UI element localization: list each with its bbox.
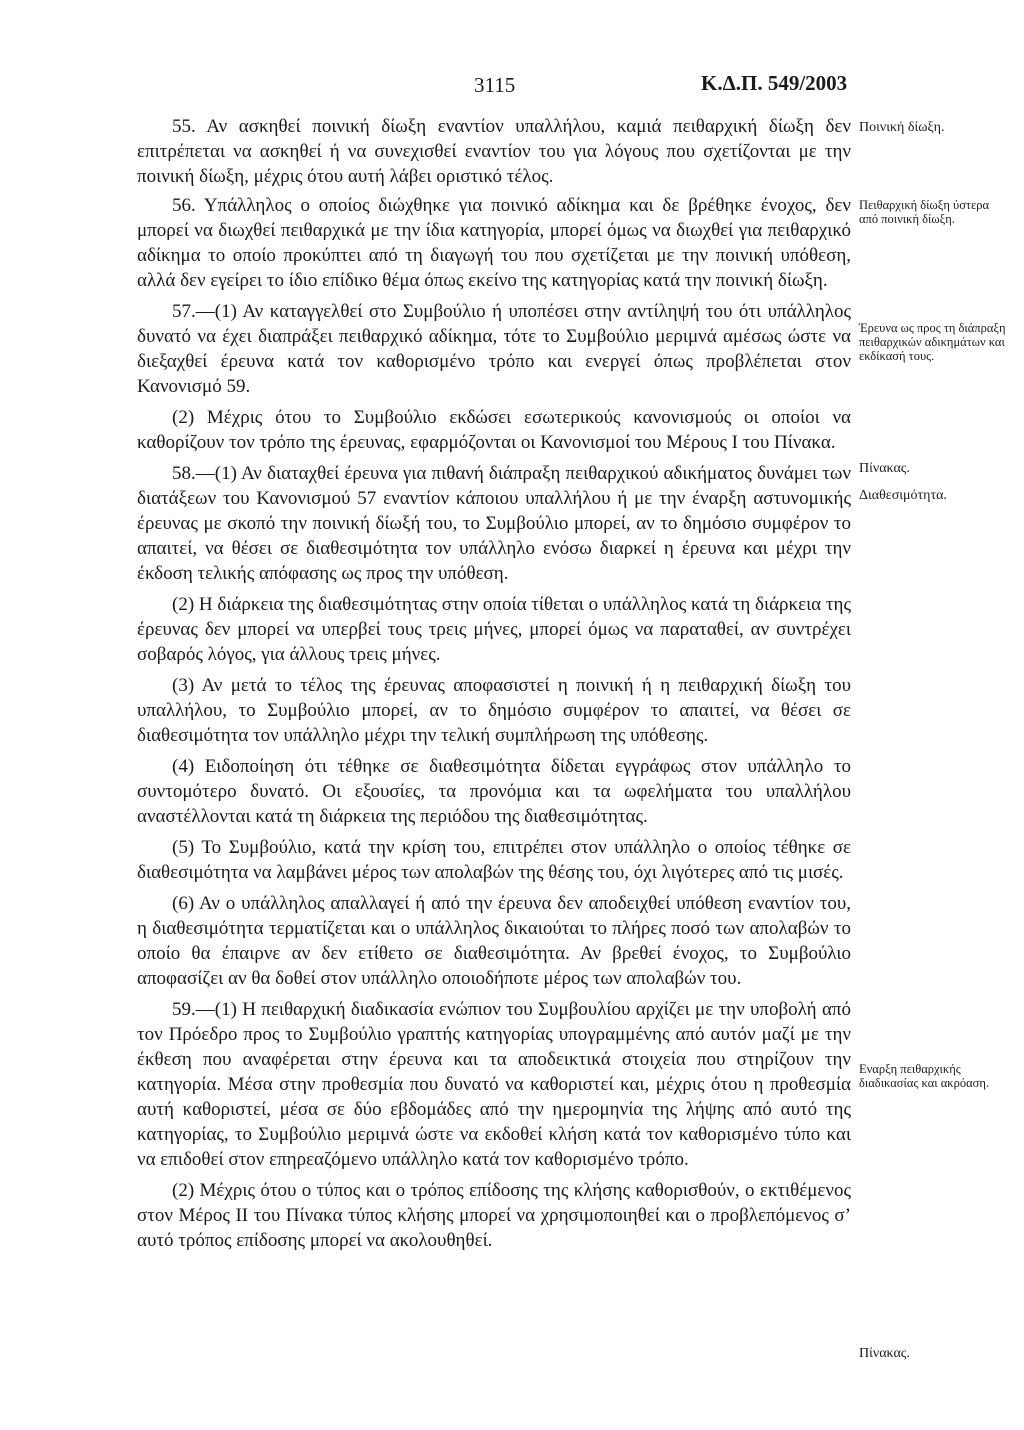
body-text <box>137 114 851 1253</box>
regulation-56: 56. Υπάλληλος ο οποίος διώχθηκε για ποινικό αδίκημα και δε βρέθηκε ένοχος, δεν μπορεί να διωχθεί πειθαρχικά με την ίδια κατηγορία, μπορεί όμως να διωχθεί για πειθαρχικό αδίκημα το οποίο προκύπτει από τη διαγωγή του που σχετίζεται με την ποινική υπόθεση, αλλά δεν εγείρει το ίδιο επίδικο θέμα όπως εκείνο της κατηγορίας κατά την ποινική δίωξη. <box>137 195 851 291</box>
margin-note-investigation: Έρευνα ως προς τη διάπραξη πειθαρχικών αδικημάτων και εκδίκασή τους. <box>859 321 1006 363</box>
margin-note-suspension: Διαθεσιμότητα. <box>859 488 947 503</box>
regulation-58-2: (2) Η διάρκεια της διαθεσιμότητας στην οποία τίθεται ο υπάλληλος κατά τη διάρκεια της έρευνας δεν μπορεί να υπερβεί τους τρεις μήνες, μπορεί όμως να παραταθεί, αν συντρέχει σοβαρός λόγος, για άλλους τρεις μήνες. <box>137 594 851 665</box>
regulation-59-1: 59.—(1) Η πειθαρχική διαδικασία ενώπιον του Συμβουλίου αρχίζει με την υποβολή από τον Πρόεδρο προς το Συμβούλιο γραπτής κατηγορίας υπογραμμένης από αυτόν μαζί με την έκθεση που αναφέρεται στην έρευνα και τα αποδεικτικά στοιχεία που στηρίζουν την κατηγορία. Μέσα στην προθεσμία που δυνατό να καθοριστεί και, μέχρις ότου η προθεσμία αυτή καθοριστεί, μέσα σε δύο εβδομάδες από την ημερομηνία της λήψης από αυτό της κατηγορίας, το Συμβούλιο μεριμνά ώστε να εκδοθεί κλήση κατά τον καθορισμένο τύπο και να επιδοθεί στον επηρεαζόμενο υπάλληλο κατά τον καθορισμένο τρόπο. <box>137 999 851 1170</box>
margin-note-table: Πίνακας. <box>859 461 910 476</box>
regulation-58-4: (4) Ειδοποίηση ότι τέθηκε σε διαθεσιμότητα δίδεται εγγράφως στον υπάλληλο το συντομότερο δυνατό. Οι εξουσίες, τα προνόμια και τα ωφελήματα του υπαλλήλου αναστέλλονται κατά τη διάρκεια της περιόδου της διαθεσιμότητας. <box>137 756 851 827</box>
page-number: 3115 <box>474 73 516 97</box>
regulation-59-2: (2) Μέχρις ότου ο τύπος και ο τρόπος επίδοσης της κλήσης καθορισθούν, ο εκτιθέμενος στον Μέρος II του Πίνακα τύπος κλήσης μπορεί να χρησιμοποιηθεί και ο προβλεπόμενος σ’ αυτό τρόπος επίδοσης μπορεί να ακολουθηθεί. <box>137 1180 851 1251</box>
margin-note-disciplinary-after-criminal: Πειθαρχική δίωξη ύστερα από ποινική δίωξη. <box>859 198 989 226</box>
document-reference: Κ.Δ.Π. 549/2003 <box>701 71 848 95</box>
margin-note-criminal-prosecution: Ποινική δίωξη. <box>859 120 945 135</box>
margin-note-proceedings-start: Εναρξη πειθαρχικής διαδικασίας και ακρόαση. <box>859 1062 990 1090</box>
regulation-58-3: (3) Αν μετά το τέλος της έρευνας αποφασιστεί η ποινική ή η πειθαρχική δίωξη του υπαλλήλου, το Συμβούλιο μπορεί, αν το δημόσιο συμφέρον το απαιτεί, να θέσει σε διαθεσιμότητα τον υπάλληλο μέχρι την τελική συμπλήρωση της υπόθεσης. <box>137 675 851 746</box>
margin-note-table-2: Πίνακας. <box>859 1346 910 1361</box>
regulation-57-1: 57.—(1) Αν καταγγελθεί στο Συμβούλιο ή υποπέσει στην αντίληψή του ότι υπάλληλος δυνατό να έχει διαπράξει πειθαρχικό αδίκημα, τότε το Συμβούλιο μεριμνά αμέσως ώστε να διεξαχθεί έρευνα κατά τον καθορισμένο τρόπο και ενεργεί όπως προβλέπεται στον Κανονισμό 59. <box>137 301 851 397</box>
regulation-58-1: 58.—(1) Αν διαταχθεί έρευνα για πιθανή διάπραξη πειθαρχικού αδικήματος δυνάμει των διατάξεων του Κανονισμού 57 εναντίον κάποιου υπαλλήλου ή με την έναρξη αστυνομικής έρευνας με σκοπό την ποινική δίωξή του, το Συμβούλιο μπορεί, αν το δημόσιο συμφέρον το απαιτεί, να θέσει σε διαθεσιμότητα τον υπάλληλο ενόσω διαρκεί η έρευνα και μέχρι την έκδοση τελικής απόφασης ως προς την υπόθεση. <box>137 463 851 584</box>
regulation-57-2: (2) Μέχρις ότου το Συμβούλιο εκδώσει εσωτερικούς κανονισμούς οι οποίοι να καθορίζουν τον τρόπο της έρευνας, εφαρμόζονται οι Κανονισμοί του Μέρους I του Πίνακα. <box>137 407 851 453</box>
regulation-58-5: (5) Το Συμβούλιο, κατά την κρίση του, επιτρέπει στον υπάλληλο ο οποίος τέθηκε σε διαθεσιμότητα να λαμβάνει μέρος των απολαβών της θέσης του, όχι λιγότερες από τις μισές. <box>137 837 851 883</box>
regulation-58-6: (6) Αν ο υπάλληλος απαλλαγεί ή από την έρευνα δεν αποδειχθεί υπόθεση εναντίον του, η διαθεσιμότητα τερματίζεται και ο υπάλληλος δικαιούται το πλήρες ποσό των απολαβών το οποίο θα έπαιρνε αν δεν ετίθετο σε διαθεσιμότητα. Αν βρεθεί ένοχος, το Συμβούλιο αποφασίζει αν θα δοθεί στον υπάλληλο οποιοδήποτε μέρος των απολαβών του. <box>137 893 851 989</box>
regulation-55: 55. Αν ασκηθεί ποινική δίωξη εναντίον υπαλλήλου, καμιά πειθαρχική δίωξη δεν επιτρέπεται να ασκηθεί ή να συνεχισθεί εναντίον του για λόγους που σχετίζονται με την ποινική δίωξη, μέχρις ότου αυτή λάβει οριστικό τέλος. <box>137 116 851 187</box>
